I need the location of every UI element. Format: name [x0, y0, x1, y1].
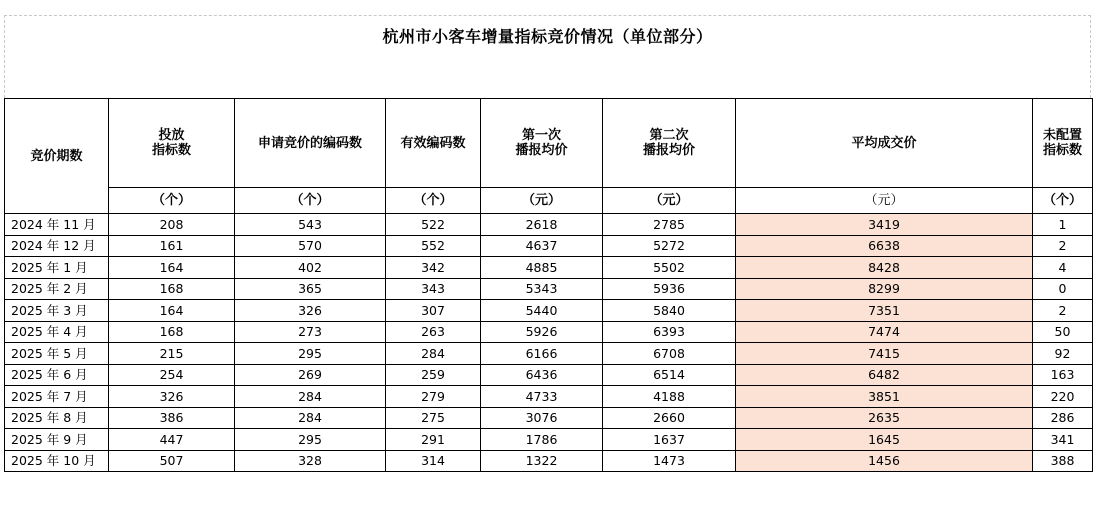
cell-period: 2025 年 4 月 — [5, 321, 109, 343]
cell-quota: 161 — [109, 235, 235, 257]
header-second-line2: 播报均价 — [642, 143, 695, 158]
cell-valid: 343 — [386, 278, 481, 300]
cell-period: 2025 年 7 月 — [5, 386, 109, 408]
cell-valid: 522 — [386, 214, 481, 236]
unit-row — [5, 188, 1093, 214]
cell-applied: 273 — [235, 321, 386, 343]
header-quota-line2: 指标数 — [151, 143, 191, 158]
header-first-line2: 播报均价 — [515, 143, 568, 158]
cell-quota: 326 — [109, 386, 235, 408]
cell-second-price: 6393 — [603, 321, 736, 343]
cell-unallocated: 50 — [1033, 321, 1093, 343]
cell-period: 2025 年 6 月 — [5, 364, 109, 386]
cell-first-price: 3076 — [481, 407, 603, 429]
cell-first-price: 4885 — [481, 257, 603, 279]
cell-second-price: 5936 — [603, 278, 736, 300]
table-row — [5, 364, 1093, 386]
cell-avg-price: 7474 — [736, 321, 1033, 343]
cell-valid: 307 — [386, 300, 481, 322]
cell-avg-price: 7415 — [736, 343, 1033, 365]
cell-first-price: 4637 — [481, 235, 603, 257]
cell-second-price: 5502 — [603, 257, 736, 279]
cell-second-price: 6708 — [603, 343, 736, 365]
cell-period: 2025 年 5 月 — [5, 343, 109, 365]
cell-period: 2025 年 8 月 — [5, 407, 109, 429]
table-row — [5, 450, 1093, 472]
cell-quota: 254 — [109, 364, 235, 386]
cell-valid: 552 — [386, 235, 481, 257]
cell-applied: 543 — [235, 214, 386, 236]
cell-second-price: 4188 — [603, 386, 736, 408]
cell-valid: 291 — [386, 429, 481, 451]
table-row — [5, 300, 1093, 322]
table-row — [5, 407, 1093, 429]
unit-unalloc: （个） — [1033, 188, 1093, 214]
bidding-table — [4, 98, 1093, 472]
cell-applied: 295 — [235, 343, 386, 365]
cell-valid: 314 — [386, 450, 481, 472]
cell-applied: 328 — [235, 450, 386, 472]
header-quota — [109, 99, 235, 188]
cell-unallocated: 2 — [1033, 300, 1093, 322]
cell-valid: 275 — [386, 407, 481, 429]
cell-period: 2025 年 3 月 — [5, 300, 109, 322]
table-row — [5, 214, 1093, 236]
header-first-line1: 第一次 — [521, 128, 561, 143]
cell-period: 2024 年 11 月 — [5, 214, 109, 236]
cell-unallocated: 0 — [1033, 278, 1093, 300]
cell-first-price: 5440 — [481, 300, 603, 322]
unit-applied: （个） — [235, 188, 386, 214]
cell-unallocated: 92 — [1033, 343, 1093, 365]
cell-period: 2025 年 1 月 — [5, 257, 109, 279]
cell-quota: 164 — [109, 300, 235, 322]
unit-first: （元） — [481, 188, 603, 214]
cell-applied: 284 — [235, 386, 386, 408]
cell-unallocated: 341 — [1033, 429, 1093, 451]
cell-second-price: 2660 — [603, 407, 736, 429]
unit-valid: （个） — [386, 188, 481, 214]
cell-avg-price: 6482 — [736, 364, 1033, 386]
header-unalloc-line1: 未配置 — [1042, 128, 1082, 143]
cell-applied: 284 — [235, 407, 386, 429]
cell-quota: 164 — [109, 257, 235, 279]
header-valid: 有效编码数 — [386, 99, 481, 188]
header-second-line1: 第二次 — [649, 128, 689, 143]
cell-quota: 168 — [109, 278, 235, 300]
table-row — [5, 386, 1093, 408]
cell-avg-price: 7351 — [736, 300, 1033, 322]
cell-second-price: 1637 — [603, 429, 736, 451]
table-row — [5, 429, 1093, 451]
cell-second-price: 2785 — [603, 214, 736, 236]
header-avg-price: 平均成交价 — [736, 99, 1033, 188]
cell-period: 2025 年 9 月 — [5, 429, 109, 451]
cell-avg-price: 3419 — [736, 214, 1033, 236]
header-unalloc-line2: 指标数 — [1042, 143, 1082, 158]
cell-quota: 168 — [109, 321, 235, 343]
unit-quota: （个） — [109, 188, 235, 214]
header-applied: 申请竞价的编码数 — [235, 99, 386, 188]
title-area — [4, 15, 1091, 98]
cell-first-price: 5926 — [481, 321, 603, 343]
cell-first-price: 1322 — [481, 450, 603, 472]
cell-applied: 326 — [235, 300, 386, 322]
header-period-label: 竞价期数 — [30, 148, 83, 164]
cell-valid: 342 — [386, 257, 481, 279]
cell-quota: 507 — [109, 450, 235, 472]
table-row — [5, 321, 1093, 343]
cell-first-price: 4733 — [481, 386, 603, 408]
cell-avg-price: 1645 — [736, 429, 1033, 451]
table-row — [5, 278, 1093, 300]
cell-valid: 279 — [386, 386, 481, 408]
cell-unallocated: 220 — [1033, 386, 1093, 408]
cell-quota: 447 — [109, 429, 235, 451]
cell-first-price: 6166 — [481, 343, 603, 365]
header-quota-line1: 投放 — [158, 128, 185, 143]
cell-applied: 295 — [235, 429, 386, 451]
cell-first-price: 1786 — [481, 429, 603, 451]
cell-avg-price: 3851 — [736, 386, 1033, 408]
cell-avg-price: 1456 — [736, 450, 1033, 472]
header-period — [5, 99, 109, 214]
unit-second: （元） — [603, 188, 736, 214]
cell-quota: 215 — [109, 343, 235, 365]
cell-unallocated: 388 — [1033, 450, 1093, 472]
header-second-price — [603, 99, 736, 188]
cell-second-price: 6514 — [603, 364, 736, 386]
table-row — [5, 343, 1093, 365]
cell-applied: 570 — [235, 235, 386, 257]
cell-applied: 402 — [235, 257, 386, 279]
cell-unallocated: 1 — [1033, 214, 1093, 236]
cell-period: 2024 年 12 月 — [5, 235, 109, 257]
unit-avg: （元） — [736, 188, 1033, 214]
cell-quota: 208 — [109, 214, 235, 236]
cell-period: 2025 年 10 月 — [5, 450, 109, 472]
cell-applied: 269 — [235, 364, 386, 386]
cell-quota: 386 — [109, 407, 235, 429]
cell-avg-price: 6638 — [736, 235, 1033, 257]
cell-unallocated: 286 — [1033, 407, 1093, 429]
cell-valid: 259 — [386, 364, 481, 386]
cell-avg-price: 2635 — [736, 407, 1033, 429]
cell-second-price: 5272 — [603, 235, 736, 257]
cell-avg-price: 8428 — [736, 257, 1033, 279]
cell-valid: 284 — [386, 343, 481, 365]
cell-unallocated: 2 — [1033, 235, 1093, 257]
cell-valid: 263 — [386, 321, 481, 343]
cell-unallocated: 4 — [1033, 257, 1093, 279]
cell-second-price: 1473 — [603, 450, 736, 472]
cell-first-price: 2618 — [481, 214, 603, 236]
cell-applied: 365 — [235, 278, 386, 300]
cell-first-price: 5343 — [481, 278, 603, 300]
cell-unallocated: 163 — [1033, 364, 1093, 386]
cell-first-price: 6436 — [481, 364, 603, 386]
header-unallocated — [1033, 99, 1093, 188]
table-row — [5, 235, 1093, 257]
header-row — [5, 99, 1093, 188]
table-title: 杭州市小客车增量指标竞价情况（单位部分） — [382, 27, 713, 46]
cell-period: 2025 年 2 月 — [5, 278, 109, 300]
cell-avg-price: 8299 — [736, 278, 1033, 300]
cell-second-price: 5840 — [603, 300, 736, 322]
table-row — [5, 257, 1093, 279]
header-first-price — [481, 99, 603, 188]
